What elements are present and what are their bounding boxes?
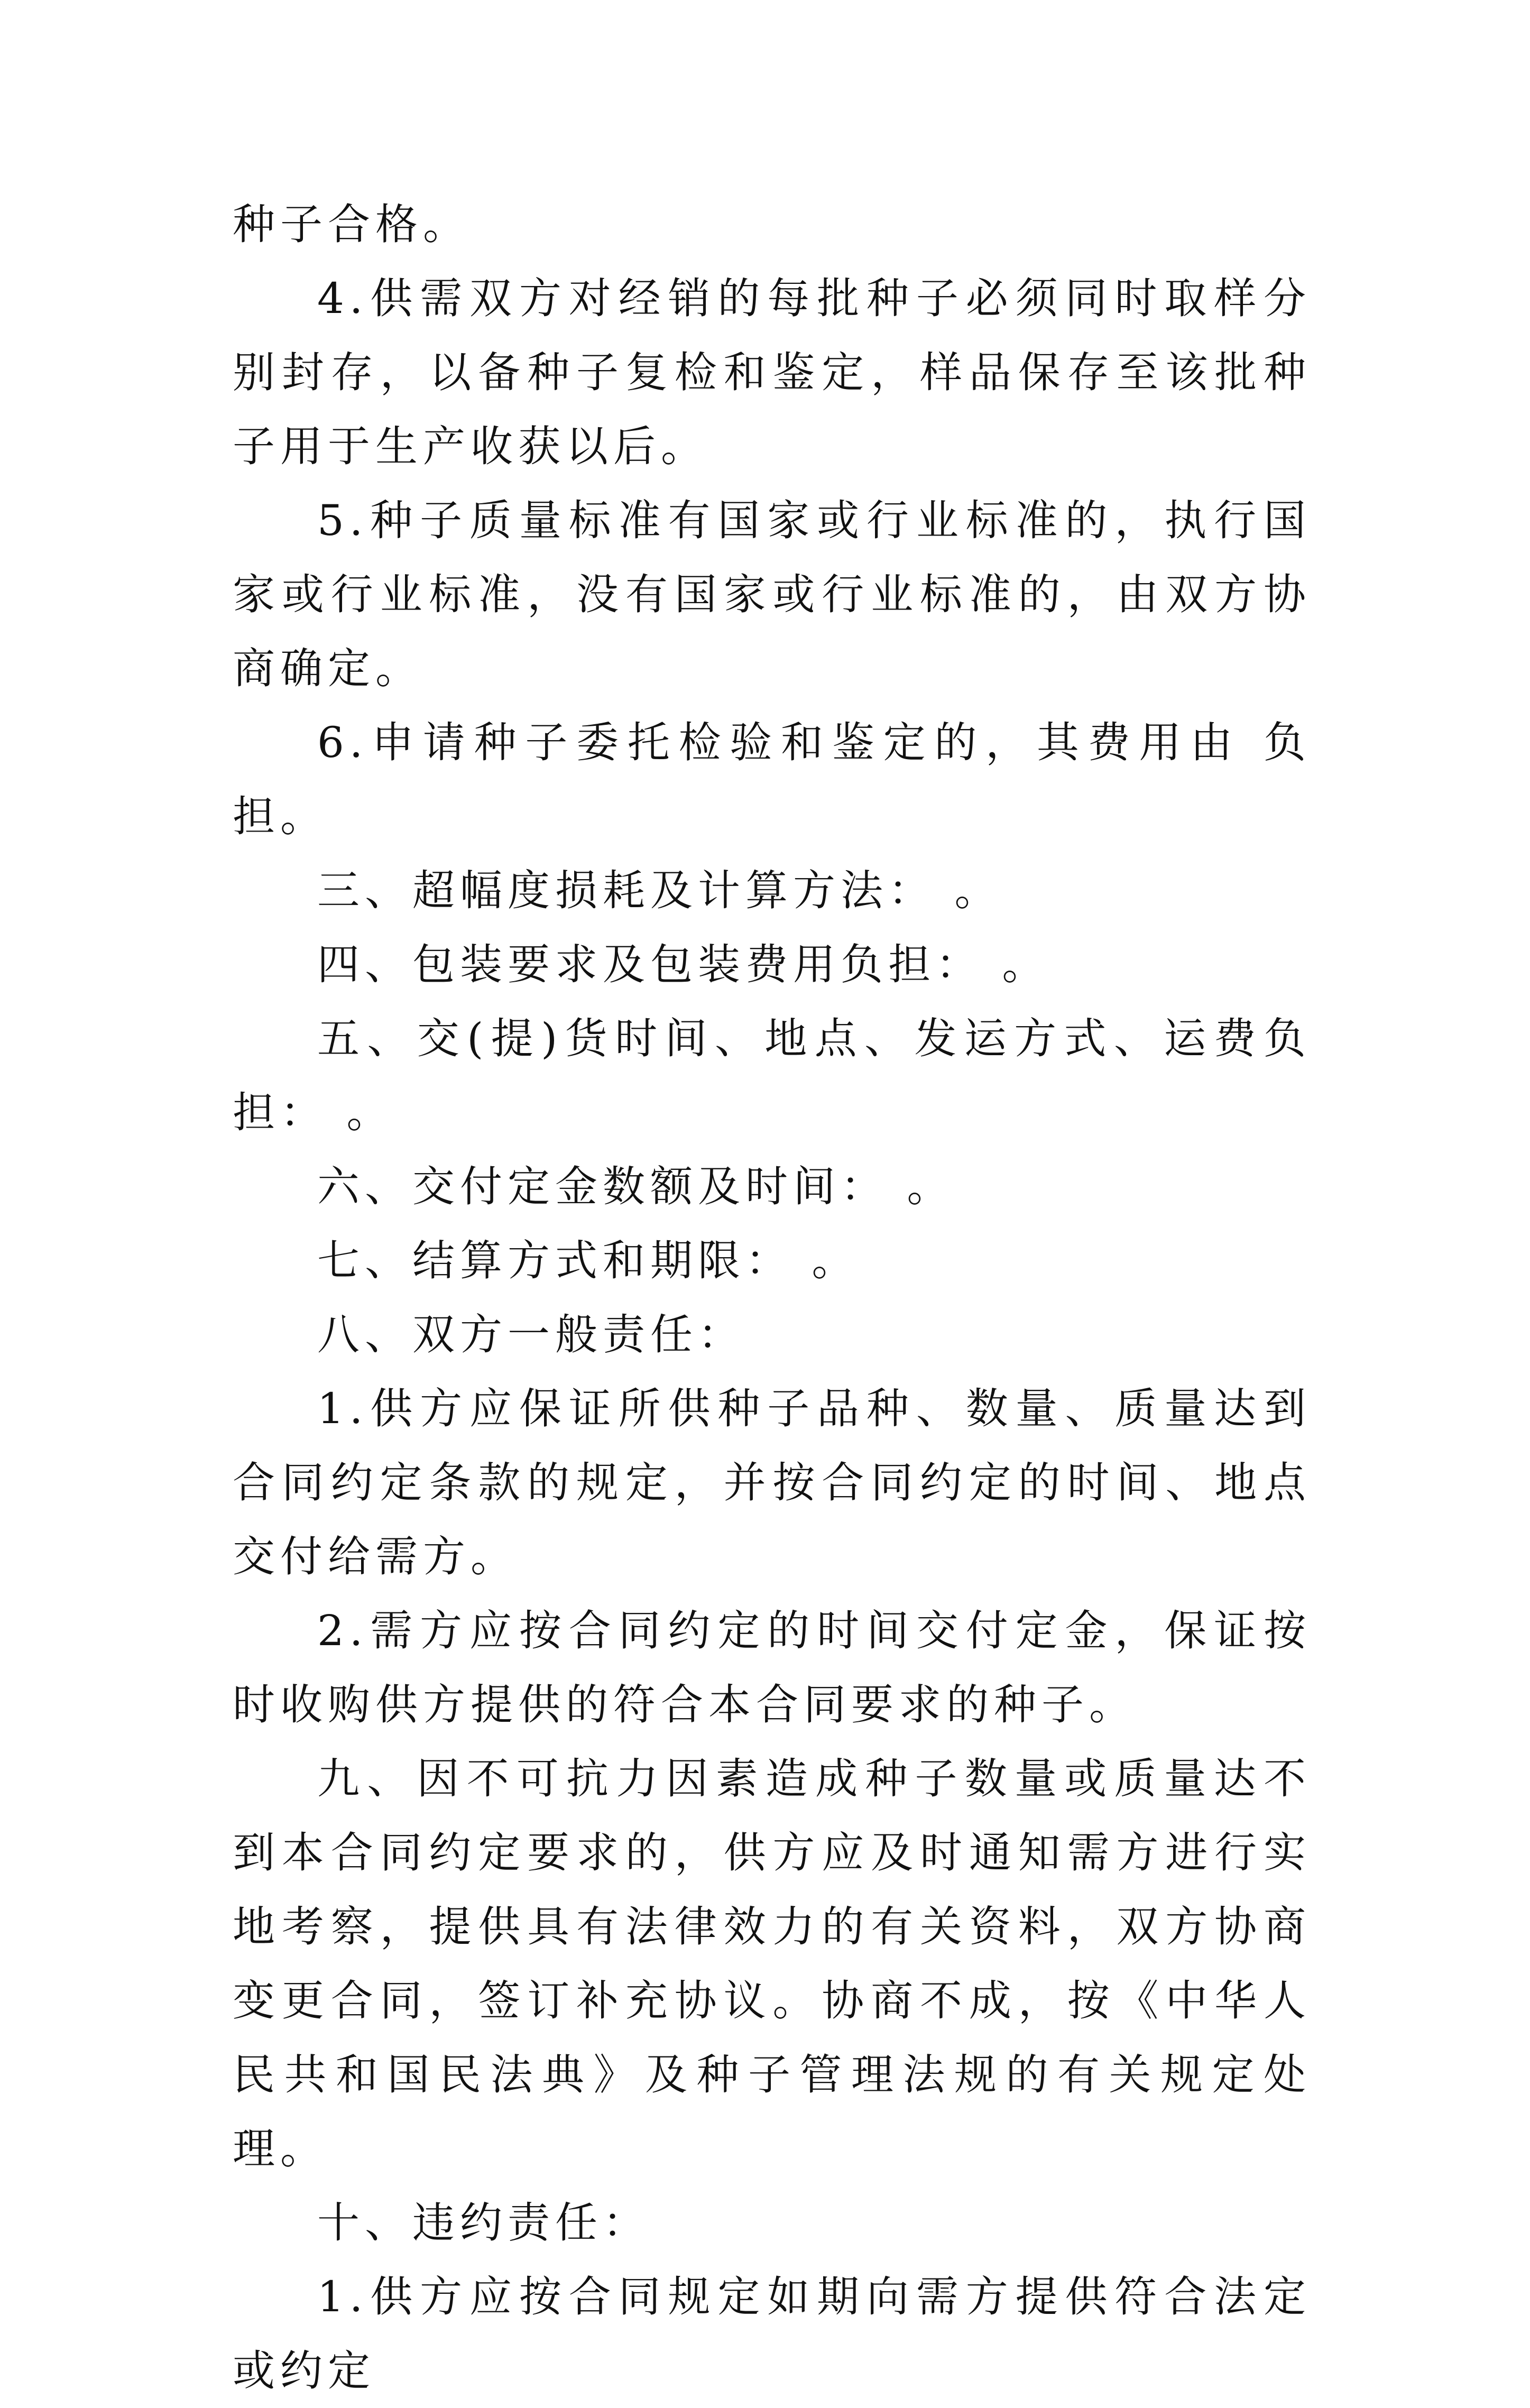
paragraph-1: 种子合格。 <box>233 200 471 249</box>
paragraph-10: 八、双方一般责任： <box>317 1310 745 1359</box>
paragraph-12: 2.需方应按合同约定的时间交付定金，保证按时收购供方提供的符合本合同要求的种子。 <box>233 1606 1311 1729</box>
paragraph-13: 九、因不可抗力因素造成种子数量或质量达不到本合同约定要求的，供方应及时通知需方进行实地考察，提供具有法律效力的有关资料，双方协商变更合同，签订补充协议。协商不成，按《中华人民共和国民法典》及种子管理法规的有关规定处理。 <box>233 1754 1311 2173</box>
paragraph-14: 十、违约责任： <box>317 2198 650 2247</box>
paragraph-8: 六、交付定金数额及时间： 。 <box>317 1162 955 1211</box>
document-page <box>233 188 1311 2408</box>
paragraph-15: 1.供方应按合同规定如期向需方提供符合法定或约定 <box>233 2272 1311 2395</box>
paragraph-7: 五、交(提)货时间、地点、发运方式、运费负担： 。 <box>233 1014 1311 1137</box>
paragraph-6: 四、包装要求及包装费用负担： 。 <box>317 940 1050 989</box>
paragraph-4: 6.申请种子委托检验和鉴定的，其费用由 负担。 <box>233 718 1311 841</box>
paragraph-3: 5.种子质量标准有国家或行业标准的，执行国家或行业标准，没有国家或行业标准的，由双方协商确定。 <box>233 496 1311 693</box>
paragraph-5: 三、超幅度损耗及计算方法： 。 <box>317 866 1002 915</box>
paragraph-2: 4.供需双方对经销的每批种子必须同时取样分别封存，以备种子复检和鉴定，样品保存至该批种子用于生产收获以后。 <box>233 274 1311 471</box>
paragraph-9: 七、结算方式和期限： 。 <box>317 1236 860 1285</box>
paragraph-11: 1.供方应保证所供种子品种、数量、质量达到合同约定条款的规定，并按合同约定的时间、地点交付给需方。 <box>233 1384 1311 1581</box>
